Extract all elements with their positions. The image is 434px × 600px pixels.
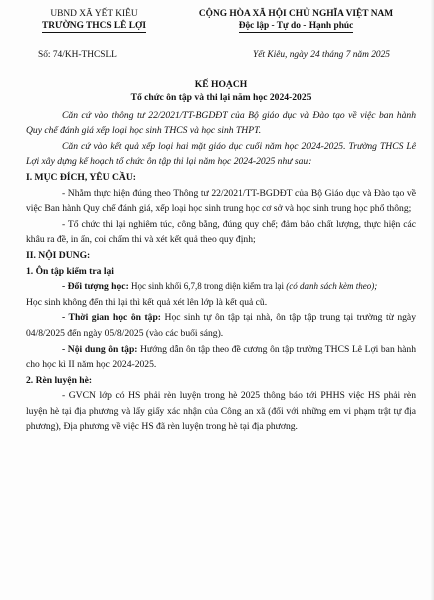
target-text: Học sinh khối 6,7,8 trong diện kiểm tra lại bbox=[128, 281, 287, 292]
section-1-heading: I. MỤC ĐÍCH, YÊU CẦU: bbox=[26, 171, 136, 183]
document-title: KẾ HOẠCH bbox=[194, 78, 248, 90]
section-2-heading: II. NỘI DUNG: bbox=[26, 249, 91, 261]
time-text: Học sinh tự ôn tập tại nhà, ôn tập tập trung tại trường từ ngày 04/8/2025 đến ngày 05/8/2025 (vào các buổi sáng). bbox=[26, 312, 416, 339]
national-motto-block bbox=[176, 8, 416, 33]
document-header bbox=[26, 8, 416, 33]
training-paragraph: - GVCN lớp có HS phải rèn luyện trong hè 2025 thông báo tới PHHS việc HS phải rèn luyện hè tại địa phương và lấy giấy xác nhận của Công an xã (đối với những em vi phạm trật tự địa phương), Địa phương về việc HS đã rèn luyện trong hè tại địa phương. bbox=[26, 390, 416, 433]
issuer-school: TRƯỜNG THCS LÊ LỢI bbox=[42, 21, 146, 31]
content-paragraph bbox=[26, 342, 416, 373]
document-meta bbox=[26, 48, 416, 64]
content-text: Hướng dẫn ôn tập theo đề cương ôn tập trường THCS Lê Lợi ban hành cho học kì II năm học 2024-2025. bbox=[26, 343, 417, 371]
document-number: Số: 74/KH-THCSLL bbox=[38, 50, 117, 60]
page-edge-shadow bbox=[430, 0, 434, 600]
national-title: CỘNG HÒA XÃ HỘI CHỦ NGHĨA VIỆT NAM bbox=[198, 9, 394, 19]
issuer-authority: UBND XÃ YẾT KIÊU bbox=[50, 9, 138, 19]
intro-paragraph-1: Căn cứ vào thông tư 22/2021/TT-BGDĐT của Bộ giáo dục và Đào tạo về việc ban hành Quy chế đánh giá xếp loại học sinh THCS và học sinh THPT. bbox=[26, 109, 416, 137]
national-motto: Độc lập - Tự do - Hạnh phúc bbox=[238, 21, 354, 31]
subsection-1-heading: 1. Ôn tập kiểm tra lại bbox=[26, 265, 114, 277]
target-note: (có danh sách kèm theo); bbox=[286, 281, 378, 292]
document-date: Yết Kiêu, ngày 24 tháng 7 năm 2025 bbox=[253, 50, 390, 60]
subsection-2-heading: 2. Rèn luyện hè: bbox=[26, 374, 93, 386]
time-paragraph bbox=[26, 310, 416, 341]
intro-paragraph-2: Căn cứ vào kết quả xếp loại hai mặt giáo dục cuối năm học 2024-2025. Trường THCS Lê Lợi xây dựng kế hoạch tổ chức ôn tập thi lại năm học 2024-2025 như sau: bbox=[26, 140, 416, 168]
time-label: - Thời gian học ôn tập: bbox=[62, 312, 161, 324]
document-subtitle: Tổ chức ôn tập và thi lại năm học 2024-2025 bbox=[130, 91, 312, 103]
target-line-2: Học sinh không đến thi lại thì kết quả xét lên lớp là kết quả cũ. bbox=[26, 296, 268, 308]
issuer-block bbox=[34, 8, 154, 33]
target-paragraph bbox=[26, 279, 416, 295]
section-1-paragraph-1: - Nhằm thực hiện đúng theo Thông tư 22/2021/TT-BGDĐT của Bộ Giáo dục và Đào tạo về việc Ban hành Quy chế đánh giá, xếp loại học sinh trung học cơ sở và học sinh trung học phổ thông; bbox=[26, 187, 416, 215]
target-label: - Đối tượng học: bbox=[62, 281, 129, 293]
content-label: - Nội dung ôn tập: bbox=[62, 343, 138, 355]
section-1-paragraph-2: - Tổ chức thi lại nghiêm túc, công bằng, đúng quy chế; đảm bảo chất lượng, thực hiện các khâu ra đề, in ấn, coi chấm thi và xét kết quả theo quy định; bbox=[26, 218, 416, 246]
